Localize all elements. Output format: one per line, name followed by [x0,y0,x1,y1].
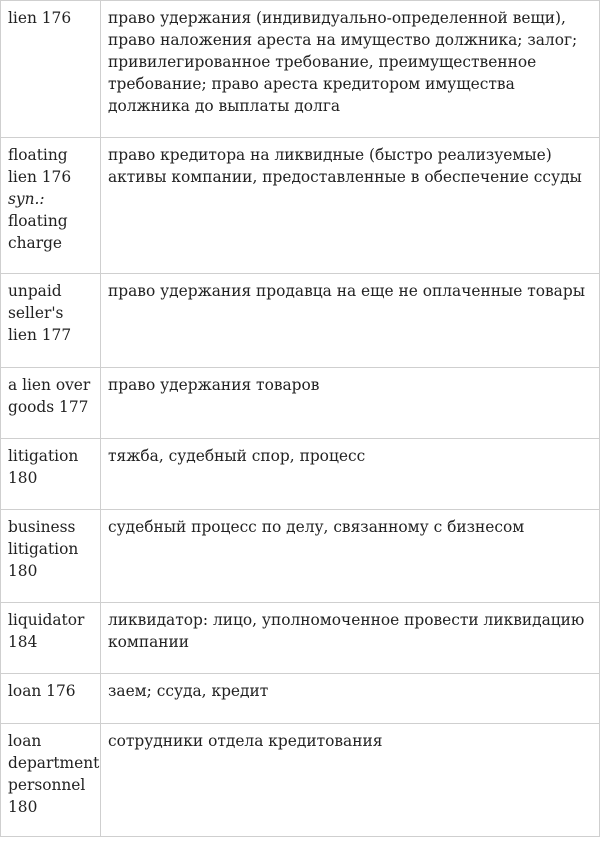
table-row [1,368,600,439]
term-cell: loan 176 [1,674,101,724]
definition-cell: заем; ссуда, кредит [101,674,600,724]
table-row [1,1,600,138]
term-cell [1,138,101,274]
table-row [1,724,600,837]
term-cell: litigation 180 [1,439,101,510]
synonym-term: floating charge [8,212,68,252]
table-row [1,603,600,674]
term-cell: lien 176 [1,1,101,138]
definition-cell: право удержания товаров [101,368,600,439]
table-row [1,510,600,603]
term-cell: loan department personnel 180 [1,724,101,837]
table-row [1,674,600,724]
synonym-label: syn.: [8,190,45,208]
term-text: floating lien 176 [8,146,72,186]
definition-cell: тяжба, судебный спор, процесс [101,439,600,510]
table-row [1,138,600,274]
term-cell: unpaid seller's lien 177 [1,274,101,368]
definition-cell: право удержания (индивидуально-определенной вещи), право наложения ареста на имущество должника; залог; привилегированное требование, преимущественное требование; право ареста кредитором имущества должника до выплаты долга [101,1,600,138]
table-row [1,439,600,510]
term-cell: business litigation 180 [1,510,101,603]
table-row [1,274,600,368]
term-cell: liquidator 184 [1,603,101,674]
term-cell: a lien over goods 177 [1,368,101,439]
definition-cell: право кредитора на ликвидные (быстро реализуемые) активы компании, предоставленные в обеспечение ссуды [101,138,600,274]
definition-cell: ликвидатор: лицо, уполномоченное провести ликвидацию компании [101,603,600,674]
definition-cell: сотрудники отдела кредитования [101,724,600,837]
definition-cell: судебный процесс по делу, связанному с бизнесом [101,510,600,603]
definition-cell: право удержания продавца на еще не оплаченные товары [101,274,600,368]
